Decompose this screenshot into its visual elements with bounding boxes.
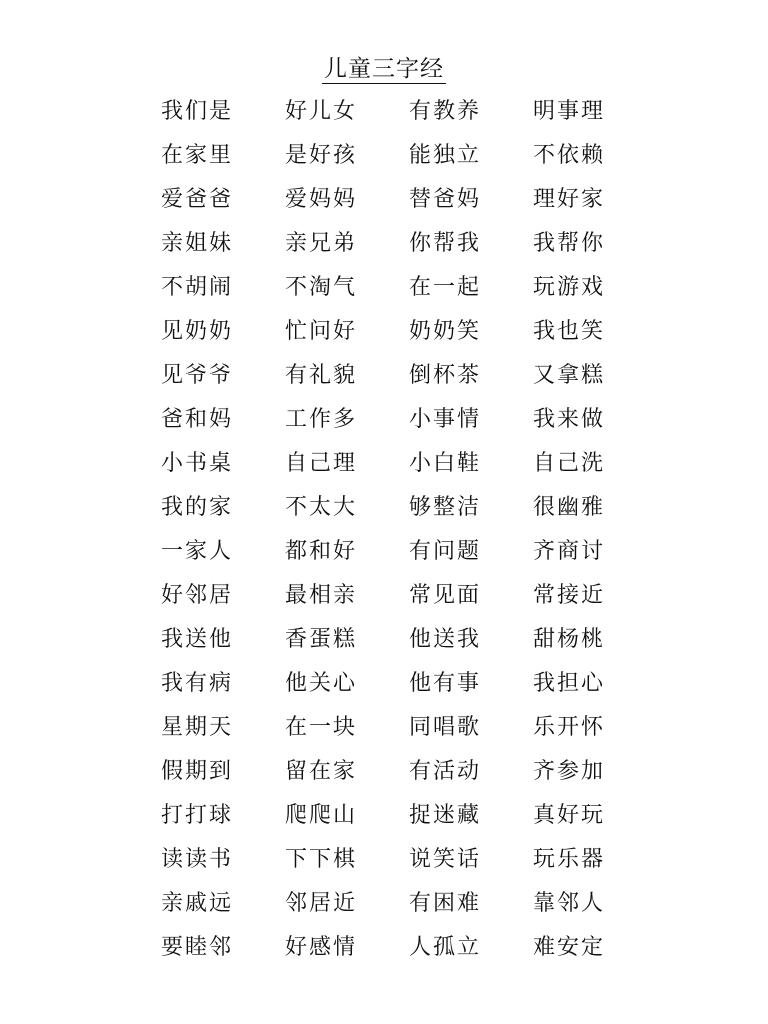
document-title xyxy=(0,54,768,84)
verse-phrase: 又拿糕 xyxy=(533,363,606,388)
verse-phrase: 同唱歌 xyxy=(409,715,482,740)
verse-phrase: 齐商讨 xyxy=(533,539,606,564)
verse-phrase: 难安定 xyxy=(533,935,606,960)
verse-phrase: 甜杨桃 xyxy=(533,627,606,652)
verse-phrase: 常见面 xyxy=(409,583,482,608)
verse-phrase: 他有事 xyxy=(409,671,482,696)
verse-phrase: 是好孩 xyxy=(285,143,358,168)
verse-phrase: 我们是 xyxy=(161,99,234,124)
verse-row xyxy=(0,354,768,398)
verse-row xyxy=(0,794,768,838)
verse-phrase: 忙问好 xyxy=(285,319,358,344)
verse-phrase: 你帮我 xyxy=(409,231,482,256)
verse-phrase: 亲兄弟 xyxy=(285,231,358,256)
verse-phrase: 好儿女 xyxy=(285,99,358,124)
verse-phrase: 说笑话 xyxy=(409,847,482,872)
verse-phrase: 爬爬山 xyxy=(285,803,358,828)
verse-phrase: 有困难 xyxy=(409,891,482,916)
verse-row xyxy=(0,530,768,574)
verse-phrase: 靠邻人 xyxy=(533,891,606,916)
title-text: 儿童三字经 xyxy=(324,56,444,82)
verse-phrase: 他关心 xyxy=(285,671,358,696)
verse-phrase: 能独立 xyxy=(409,143,482,168)
verse-phrase: 好邻居 xyxy=(161,583,234,608)
verse-phrase: 要睦邻 xyxy=(161,935,234,960)
verse-phrase: 奶奶笑 xyxy=(409,319,482,344)
verse-phrase: 人孤立 xyxy=(409,935,482,960)
verse-row xyxy=(0,486,768,530)
verse-phrase: 工作多 xyxy=(285,407,358,432)
verse-phrase: 玩游戏 xyxy=(533,275,606,300)
verse-phrase: 不胡闹 xyxy=(161,275,234,300)
verse-phrase: 好感情 xyxy=(285,935,358,960)
verse-phrase: 读读书 xyxy=(161,847,234,872)
verse-row xyxy=(0,574,768,618)
verse-row xyxy=(0,838,768,882)
verse-phrase: 最相亲 xyxy=(285,583,358,608)
verse-phrase: 乐开怀 xyxy=(533,715,606,740)
verse-phrase: 理好家 xyxy=(533,187,606,212)
verse-phrase: 常接近 xyxy=(533,583,606,608)
verse-row xyxy=(0,926,768,970)
verse-phrase: 不太大 xyxy=(285,495,358,520)
verse-phrase: 下下棋 xyxy=(285,847,358,872)
verse-phrase: 够整洁 xyxy=(409,495,482,520)
verse-phrase: 我帮你 xyxy=(533,231,606,256)
verse-phrase: 真好玩 xyxy=(533,803,606,828)
verse-phrase: 爱妈妈 xyxy=(285,187,358,212)
verse-phrase: 爸和妈 xyxy=(161,407,234,432)
verse-row xyxy=(0,178,768,222)
verse-row xyxy=(0,398,768,442)
verse-phrase: 小书桌 xyxy=(161,451,234,476)
verse-phrase: 有礼貌 xyxy=(285,363,358,388)
verse-row xyxy=(0,442,768,486)
verse-phrase: 见奶奶 xyxy=(161,319,234,344)
verse-phrase: 亲姐妹 xyxy=(161,231,234,256)
verse-phrase: 不依赖 xyxy=(533,143,606,168)
verse-phrase: 玩乐器 xyxy=(533,847,606,872)
verse-grid xyxy=(0,90,768,970)
verse-phrase: 留在家 xyxy=(285,759,358,784)
verse-row xyxy=(0,134,768,178)
verse-phrase: 假期到 xyxy=(161,759,234,784)
verse-row xyxy=(0,310,768,354)
verse-phrase: 我来做 xyxy=(533,407,606,432)
verse-phrase: 我也笑 xyxy=(533,319,606,344)
verse-phrase: 邻居近 xyxy=(285,891,358,916)
verse-phrase: 亲戚远 xyxy=(161,891,234,916)
verse-row xyxy=(0,882,768,926)
verse-phrase: 有教养 xyxy=(409,99,482,124)
verse-row xyxy=(0,90,768,134)
verse-phrase: 爱爸爸 xyxy=(161,187,234,212)
verse-phrase: 我送他 xyxy=(161,627,234,652)
verse-phrase: 有活动 xyxy=(409,759,482,784)
verse-phrase: 明事理 xyxy=(533,99,606,124)
verse-row xyxy=(0,662,768,706)
verse-phrase: 替爸妈 xyxy=(409,187,482,212)
verse-phrase: 一家人 xyxy=(161,539,234,564)
verse-phrase: 我担心 xyxy=(533,671,606,696)
verse-phrase: 我的家 xyxy=(161,495,234,520)
verse-phrase: 在一起 xyxy=(409,275,482,300)
verse-phrase: 小白鞋 xyxy=(409,451,482,476)
verse-row xyxy=(0,706,768,750)
verse-phrase: 小事情 xyxy=(409,407,482,432)
verse-row xyxy=(0,750,768,794)
verse-phrase: 香蛋糕 xyxy=(285,627,358,652)
verse-row xyxy=(0,618,768,662)
verse-phrase: 有问题 xyxy=(409,539,482,564)
verse-phrase: 倒杯茶 xyxy=(409,363,482,388)
verse-phrase: 见爷爷 xyxy=(161,363,234,388)
verse-phrase: 很幽雅 xyxy=(533,495,606,520)
verse-phrase: 不淘气 xyxy=(285,275,358,300)
verse-phrase: 打打球 xyxy=(161,803,234,828)
verse-phrase: 都和好 xyxy=(285,539,358,564)
verse-row xyxy=(0,222,768,266)
verse-row xyxy=(0,266,768,310)
verse-phrase: 星期天 xyxy=(161,715,234,740)
verse-phrase: 在一块 xyxy=(285,715,358,740)
verse-phrase: 我有病 xyxy=(161,671,234,696)
verse-phrase: 他送我 xyxy=(409,627,482,652)
verse-phrase: 捉迷藏 xyxy=(409,803,482,828)
verse-phrase: 在家里 xyxy=(161,143,234,168)
verse-phrase: 齐参加 xyxy=(533,759,606,784)
verse-phrase: 自己理 xyxy=(285,451,358,476)
verse-phrase: 自己洗 xyxy=(533,451,606,476)
